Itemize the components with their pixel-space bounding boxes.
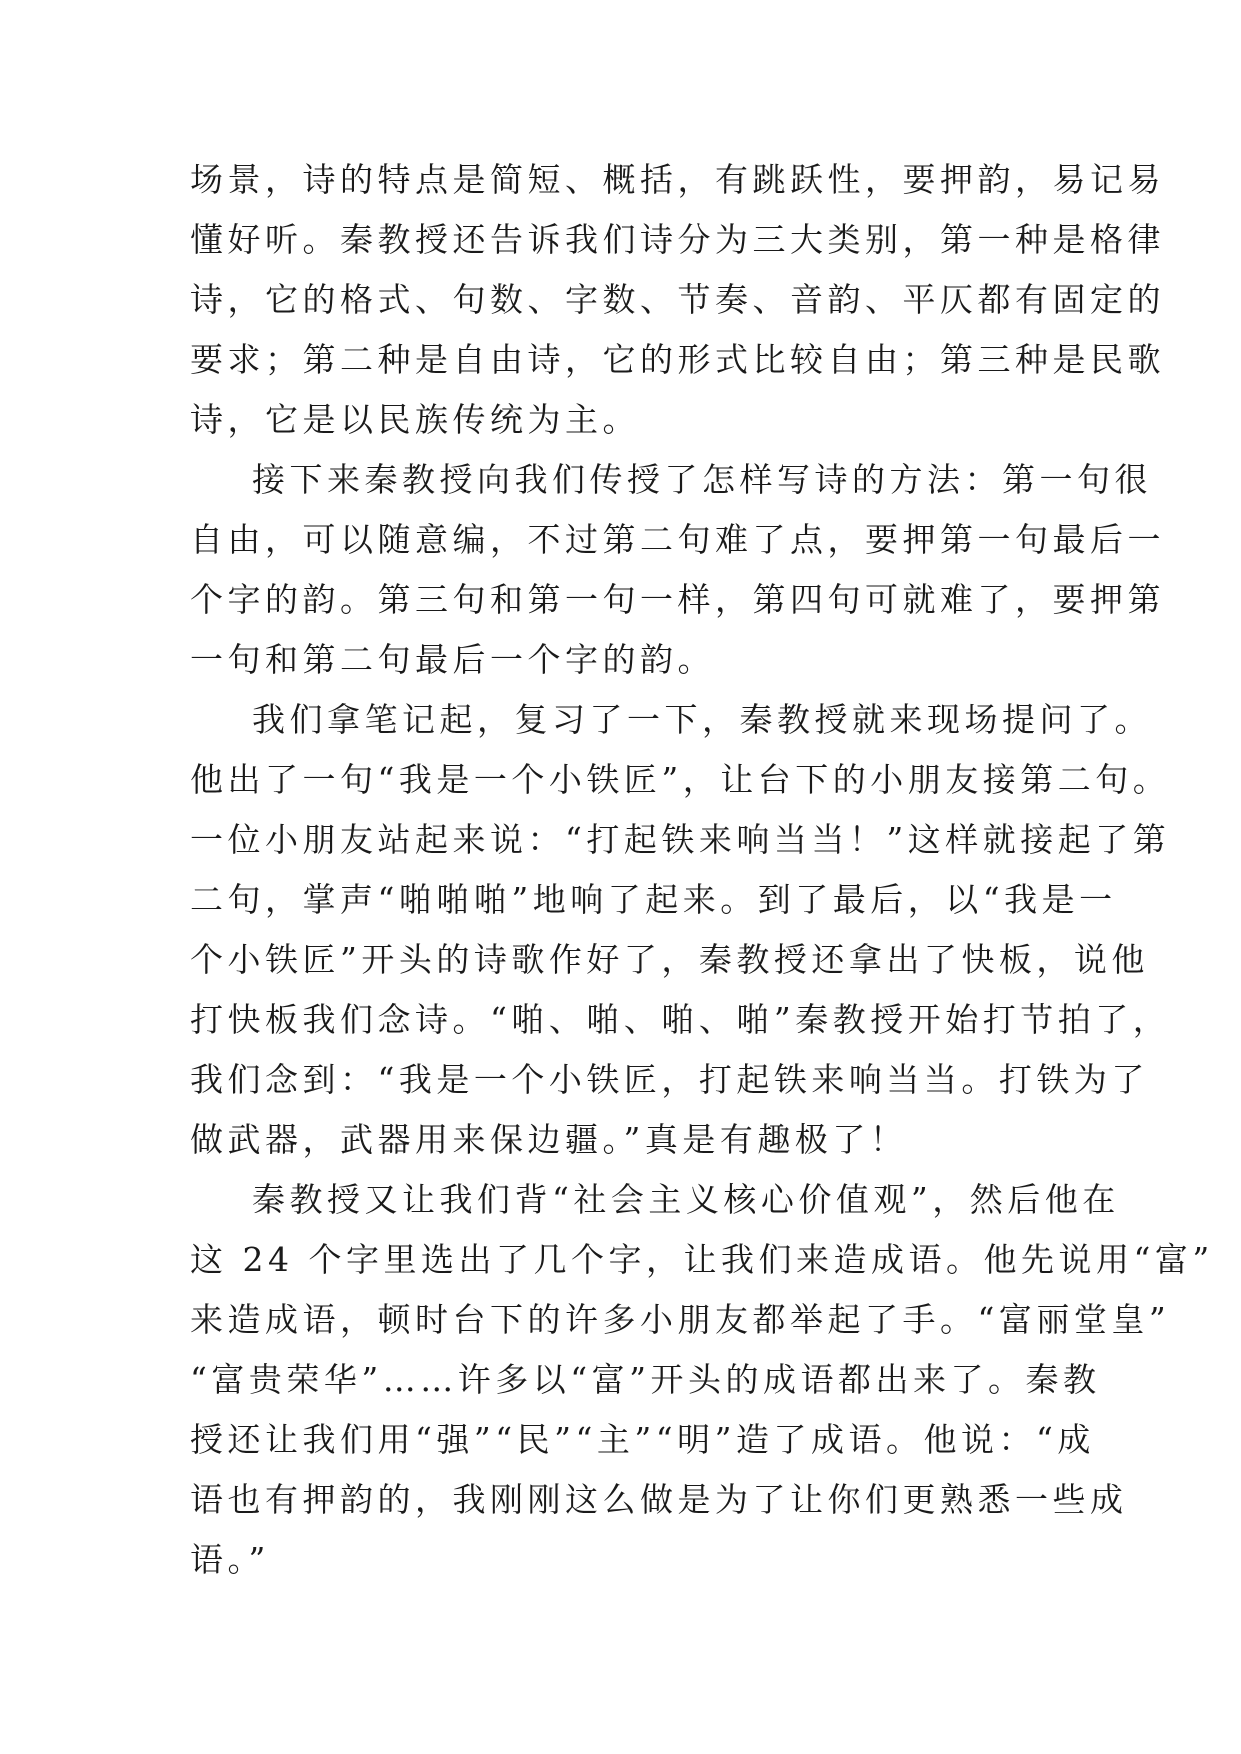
text-line: 懂好听。秦教授还告诉我们诗分为三大类别，第一种是格律 [190, 220, 1165, 259]
text-line: 诗，它是以民族传统为主。 [190, 400, 640, 439]
text-line: 场景，诗的特点是简短、概括，有跳跃性，要押韵，易记易 [190, 160, 1165, 199]
text-line: 诗，它的格式、句数、字数、节奏、音韵、平仄都有固定的 [190, 280, 1165, 319]
text-line: “富贵荣华”……许多以“富”开头的成语都出来了。秦教 [190, 1360, 1101, 1399]
text-line: 一句和第二句最后一个字的韵。 [190, 640, 715, 679]
text-line: 一位小朋友站起来说：“打起铁来响当当！”这样就接起了第 [190, 820, 1171, 859]
text-line: 要求；第二种是自由诗，它的形式比较自由；第三种是民歌 [190, 340, 1165, 379]
text-line: 做武器，武器用来保边疆。”真是有趣极了！ [190, 1120, 908, 1159]
text-line: 来造成语，顿时台下的许多小朋友都举起了手。“富丽堂皇” [190, 1300, 1171, 1339]
text-line: 语。” [190, 1540, 270, 1579]
document-body [190, 150, 1214, 1590]
text-line: 个小铁匠”开头的诗歌作好了，秦教授还拿出了快板，说他 [190, 940, 1149, 979]
text-line: 这 24 个字里选出了几个字，让我们来造成语。他先说用“富” [190, 1240, 1214, 1279]
text-line: 自由，可以随意编，不过第二句难了点，要押第一句最后一 [190, 520, 1165, 559]
text-line: 个字的韵。第三句和第一句一样，第四句可就难了，要押第 [190, 580, 1165, 619]
text-line: 我们念到：“我是一个小铁匠，打起铁来响当当。打铁为了 [190, 1060, 1149, 1099]
paragraph-first-line: 我们拿笔记起，复习了一下，秦教授就来现场提问了。 [252, 700, 1152, 739]
text-line: 授还让我们用“强”“民”“主”“明”造了成语。他说：“成 [190, 1420, 1095, 1459]
text-line: 打快板我们念诗。“啪、啪、啪、啪”秦教授开始打节拍了， [190, 1000, 1171, 1039]
paragraph-first-line: 接下来秦教授向我们传授了怎样写诗的方法：第一句很 [252, 460, 1152, 499]
text-line: 他出了一句“我是一个小铁匠”，让台下的小朋友接第二句。 [190, 760, 1171, 799]
text-line: 语也有押韵的，我刚刚这么做是为了让你们更熟悉一些成 [190, 1480, 1128, 1519]
paragraph-first-line: 秦教授又让我们背“社会主义核心价值观”，然后他在 [252, 1180, 1120, 1219]
text-line: 二句，掌声“啪啪啪”地响了起来。到了最后，以“我是一 [190, 880, 1117, 919]
